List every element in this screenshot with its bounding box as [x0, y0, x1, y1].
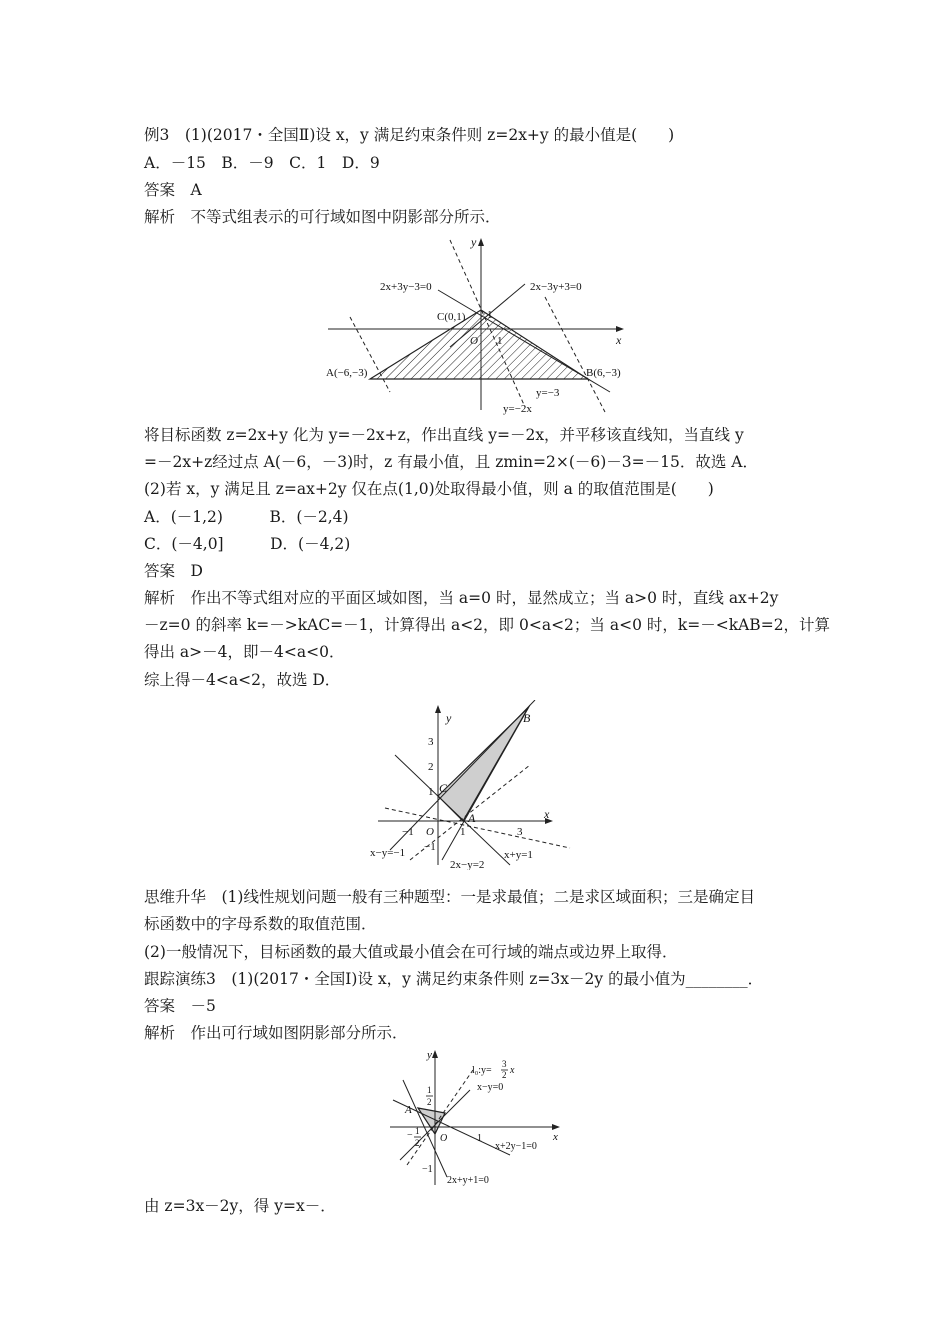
fig3-l0-label: l₀:y= — [472, 1065, 492, 1076]
ex3-solution2-line-3: 得出 a>－4，即－4<a<0． — [144, 643, 345, 661]
ex3-solution2-line-1: 解析 作出不等式组对应的平面区域如图，当 a=0 时，显然成立；当 a>0 时，直线 ax+2y — [144, 589, 779, 607]
fig3-point-a: A — [405, 1104, 412, 1116]
thinking-line-3: (2)一般情况下，目标函数的最大值或最小值会在可行域的端点或边界上取得． — [144, 943, 678, 961]
thinking-line-2: 标函数中的字母系数的取值范围． — [144, 915, 377, 933]
fig2-point-c: C — [439, 781, 448, 795]
fig2-x1: 1 — [460, 826, 466, 838]
fig3-nhalf-num: 1 — [415, 1126, 420, 1136]
fig3-ym1: −1 — [422, 1164, 433, 1175]
figure-2 — [370, 700, 575, 870]
practice-solution-last: 由 z=3x－2y，得 y=x－． — [144, 1197, 336, 1215]
ex3-q1: 例3 (1)(2017・全国Ⅱ)设 x，y 满足约束条件则 z=2x+y 的最小值是( ) — [144, 126, 675, 144]
fig1-point-a: A(−6,−3) — [326, 367, 368, 379]
ex3-answer-1: 答案 A — [144, 181, 202, 199]
ex3-answer-2: 答案 D — [144, 562, 203, 580]
ex3-solution-intro: 解析 不等式组表示的可行域如图中阴影部分所示． — [144, 208, 501, 226]
x-axis-arrow — [552, 1124, 560, 1130]
feasible-region — [370, 310, 588, 379]
fig2-line-2xmy-label: 2x−y=2 — [450, 859, 485, 870]
fig2-point-b: B — [523, 711, 531, 725]
fig2-origin: O — [426, 826, 434, 838]
fig1-line-y2x-label: y=−2x — [503, 403, 532, 415]
ex3-solution-line-1: 将目标函数 z=2x+y 化为 y=－2x+z，作出直线 y=－2x，并平移该直线知，当直线 y — [144, 426, 744, 444]
fig3-nhalf-den: 2 — [415, 1138, 420, 1148]
fig3-line-x2y-label: x+2y−1=0 — [495, 1141, 537, 1152]
fig3-l0-num: 3 — [502, 1059, 507, 1069]
fig1-line-b-label: 2x−3y+3=0 — [530, 281, 582, 293]
fig3-line-2xy-label: 2x+y+1=0 — [447, 1175, 489, 1186]
fig1-y-label: y — [471, 235, 477, 249]
fig2-xm1: −1 — [402, 826, 414, 838]
practice-answer: 答案 －5 — [144, 997, 216, 1015]
fig1-x-label: x — [616, 333, 622, 347]
line-l0 — [407, 1070, 473, 1165]
fig3-x1: 1 — [477, 1133, 482, 1144]
fig3-x-label: x — [553, 1131, 558, 1143]
fig2-x3: 3 — [517, 826, 523, 838]
line-2x+y+1=0 — [403, 1080, 447, 1177]
figure-3 — [385, 1045, 570, 1190]
dashed-line-2 — [350, 317, 390, 392]
y-axis-arrow — [478, 238, 484, 246]
fig2-y-label: y — [446, 711, 452, 725]
fig2-ym1: −1 — [424, 841, 436, 853]
fig1-one-y: 1 — [487, 309, 493, 321]
figure-1 — [320, 232, 640, 417]
fig3-l0-x: x — [510, 1065, 515, 1076]
fig1-origin: O — [470, 335, 478, 347]
ex3-options-1: A．－15 B．－9 C．1 D．9 — [144, 154, 380, 172]
y-axis-arrow — [435, 705, 441, 713]
fig2-y1: 1 — [428, 786, 434, 798]
fig1-one-x: 1 — [497, 335, 503, 347]
fig1-line-a-label: 2x+3y−3=0 — [380, 281, 432, 293]
ex3-solution2-line-2: －z=0 的斜率 k=－>kAC=－1，计算得出 a<2，即 0<a<2；当 a<0 时，k=－<kAB=2，计算 — [144, 616, 831, 634]
thinking-line-1: 思维升华 (1)线性规划问题一般有三种题型：一是求最值；二是求区域面积；三是确定目 — [144, 888, 755, 906]
fig2-line-xmy-label: x−y=−1 — [370, 847, 406, 859]
fig3-y-label: y — [427, 1049, 432, 1061]
fig3-nhalf-minus: − — [407, 1130, 413, 1141]
practice-solution-intro: 解析 作出可行域如图阴影部分所示． — [144, 1024, 408, 1042]
fig3-line-xy0-label: x−y=0 — [477, 1082, 504, 1093]
fig2-x-label: x — [544, 807, 550, 821]
fig1-point-b: B(6,−3) — [586, 367, 621, 379]
practice-q1: 跟踪演练3 (1)(2017・全国Ⅰ)设 x，y 满足约束条件则 z=3x－2y 的最小值为________． — [144, 970, 764, 988]
fig2-point-a: A — [468, 811, 476, 825]
fig1-line-y3-label: y=−3 — [536, 387, 560, 399]
ex3-q2: (2)若 x，y 满足且 z=ax+2y 仅在点(1,0)处取得最小值，则 a 的取值范围是( ) — [144, 480, 714, 498]
ex3-options-2-cd: C．(－4,0] D．(－4,2) — [144, 535, 351, 553]
x-axis-arrow — [616, 326, 624, 332]
fig3-half-den: 2 — [427, 1097, 432, 1107]
feasible-region — [438, 708, 528, 821]
ex3-options-2-ab: A．(－1,2) B．(－2,4) — [144, 508, 349, 526]
fig3-half-num: 1 — [427, 1085, 432, 1095]
fig2-y2: 2 — [428, 761, 434, 773]
fig3-origin: O — [440, 1133, 448, 1144]
ex3-solution2-line-4: 综上得－4<a<2，故选 D． — [144, 671, 341, 689]
fig2-line-xpy-label: x+y=1 — [504, 849, 533, 861]
fig1-point-c: C(0,1) — [437, 311, 466, 323]
ex3-solution-line-2: =－2x+z经过点 A(－6，－3)时，z 有最小值，且 zmin=2×(－6)－3=－15．故选 A． — [144, 453, 758, 471]
fig3-l0-den: 2 — [502, 1070, 507, 1080]
y-axis-arrow — [432, 1050, 438, 1058]
fig2-y3: 3 — [428, 736, 434, 748]
